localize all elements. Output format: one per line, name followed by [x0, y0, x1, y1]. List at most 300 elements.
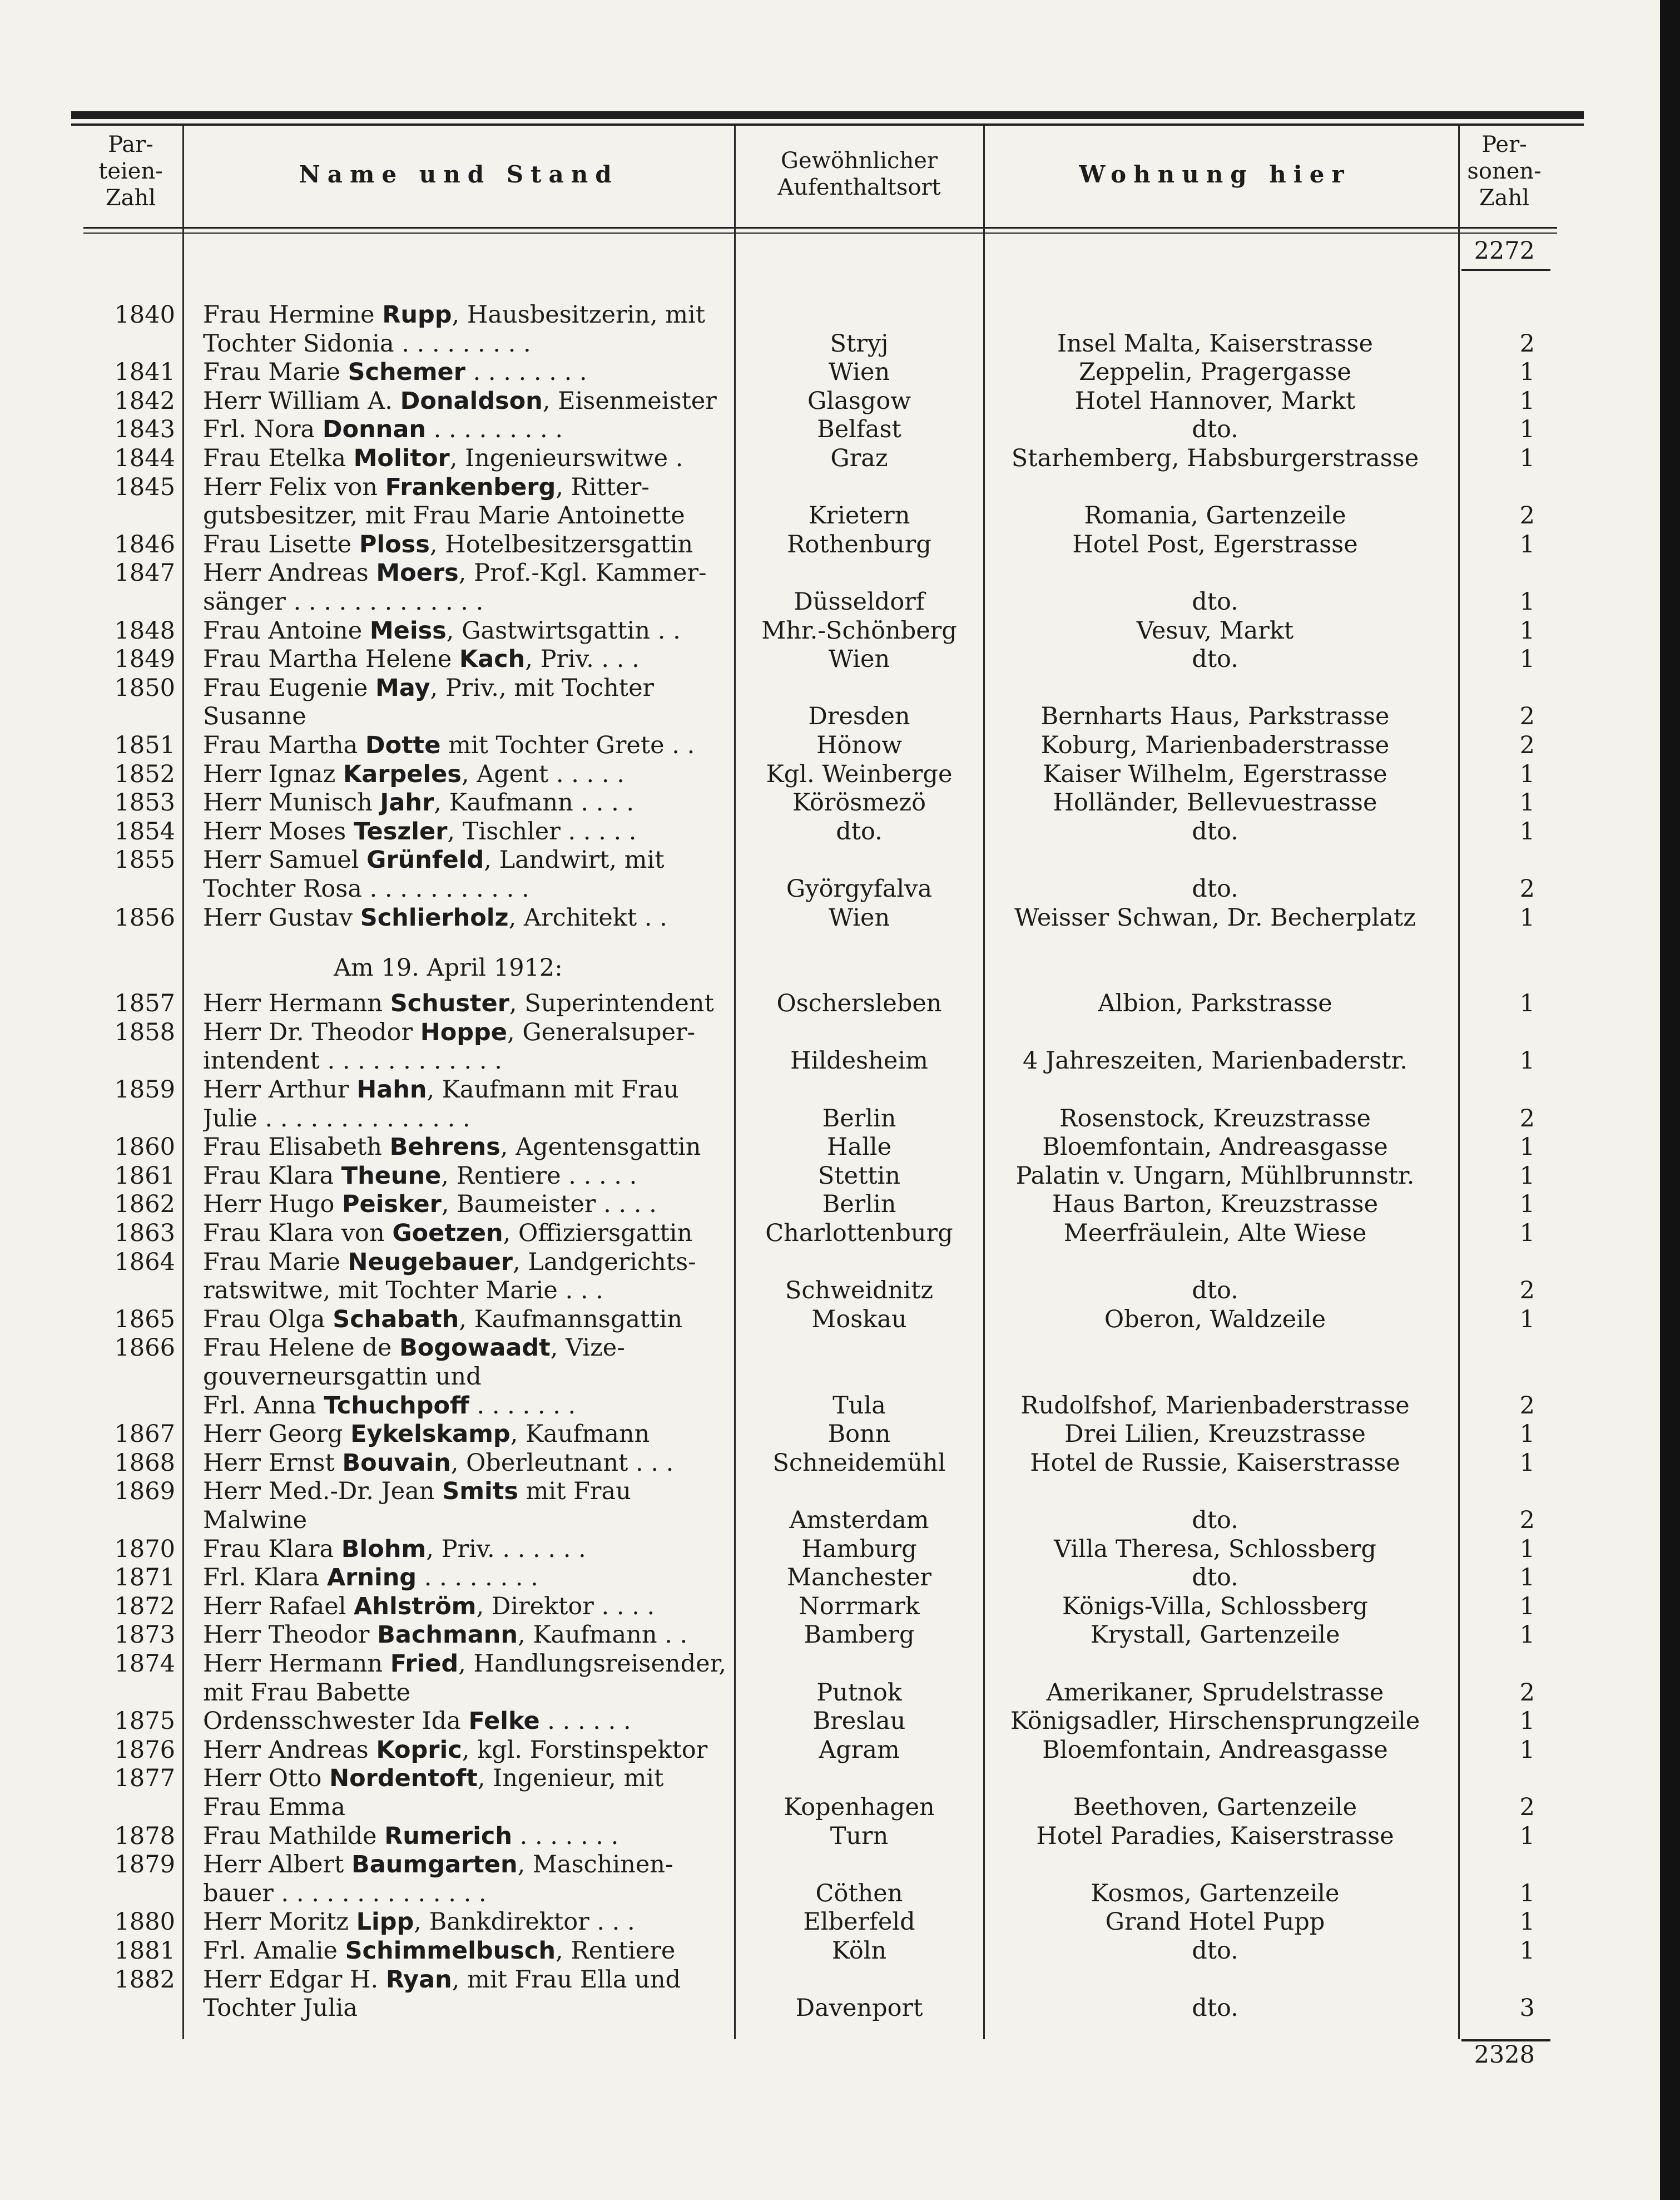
surname: Blohm [341, 1535, 427, 1563]
name-and-status [203, 1133, 731, 1161]
table-row [0, 1190, 1660, 1219]
usual-residence: Kgl. Weinberge [766, 760, 953, 788]
name-and-status [203, 1018, 731, 1047]
dwelling-here: Hotel de Russie, Kaiserstrasse [1030, 1448, 1400, 1477]
persons-count: 1 [1519, 387, 1535, 415]
surname: Grünfeld [366, 846, 484, 874]
surname: Rupp [382, 301, 452, 329]
table-row [0, 1879, 1660, 1908]
header-dwelling-here: Wohnung hier [1079, 161, 1351, 188]
name-prefix: Frau Elisabeth [203, 1133, 390, 1161]
header-persons-line2: sonen- [1467, 159, 1542, 184]
surname: Tchuchpoff [324, 1391, 469, 1420]
persons-count: 1 [1519, 760, 1535, 788]
surname: Eykelskamp [350, 1420, 511, 1448]
table-row [0, 1793, 1660, 1822]
name-prefix: Frau Etelka [203, 444, 354, 472]
usual-residence: Schneidemühl [772, 1448, 946, 1477]
name-prefix: Frau Marie [203, 1248, 348, 1276]
persons-count: 1 [1519, 1448, 1535, 1477]
name-prefix: Frau Mathilde [203, 1822, 385, 1850]
name-and-status [203, 1736, 731, 1764]
header-persons-line3: Zahl [1479, 185, 1530, 211]
name-and-status [203, 558, 731, 587]
persons-count: 1 [1519, 1592, 1535, 1620]
name-suffix: , Handlungsreisender, [458, 1650, 727, 1678]
header-rule [83, 227, 1557, 229]
persons-count: 1 [1519, 1621, 1535, 1649]
name-prefix: Frau Eugenie [203, 674, 376, 702]
party-number: 1845 [114, 473, 175, 501]
surname: Hoppe [420, 1018, 507, 1046]
name-and-status [203, 874, 731, 903]
party-number: 1872 [114, 1592, 175, 1620]
party-number: 1859 [114, 1076, 175, 1104]
party-number: 1851 [114, 731, 175, 759]
name-suffix: , Kaufmann . . . . [434, 789, 635, 817]
surname: Bachmann [377, 1621, 518, 1649]
party-number: 1852 [114, 760, 175, 788]
table-row [0, 1075, 1660, 1104]
persons-count: 1 [1519, 1305, 1535, 1333]
name-prefix: Herr Andreas [203, 559, 376, 587]
name-and-status [203, 1104, 731, 1133]
dwelling-here: dto. [1192, 1506, 1238, 1534]
usual-residence: Hamburg [801, 1535, 917, 1563]
name-prefix: Herr Hermann [203, 990, 390, 1018]
usual-residence: Moskau [811, 1305, 907, 1333]
persons-count: 1 [1519, 1190, 1535, 1219]
name-prefix: Tochter Julia [203, 1994, 358, 2023]
name-and-status [203, 731, 731, 760]
name-suffix: , Bankdirektor . . . [414, 1908, 635, 1936]
name-suffix: , Baumeister . . . . [441, 1190, 657, 1219]
persons-count: 2 [1519, 1678, 1535, 1707]
dwelling-here: Romania, Gartenzeile [1084, 502, 1346, 530]
name-prefix: Herr Albert [203, 1851, 352, 1879]
name-suffix: , Maschinen- [517, 1851, 673, 1879]
table-row [0, 1133, 1660, 1161]
usual-residence: Körösmezö [792, 789, 926, 817]
name-suffix: , Kaufmann [510, 1420, 650, 1448]
persons-count: 1 [1519, 358, 1535, 387]
table-row [0, 1276, 1660, 1305]
surname: Fried [390, 1650, 459, 1678]
party-number: 1842 [114, 387, 175, 415]
usual-residence: Hildesheim [790, 1047, 928, 1075]
name-prefix: Herr Otto [203, 1764, 330, 1793]
usual-residence: Kopenhagen [784, 1793, 935, 1821]
dwelling-here: Starhemberg, Habsburgerstrasse [1011, 444, 1419, 472]
party-number: 1878 [114, 1822, 175, 1850]
name-prefix: Tochter Rosa . . . . . . . . . . . [203, 875, 529, 903]
persons-count: 2 [1519, 1391, 1535, 1420]
party-number: 1849 [114, 645, 175, 674]
persons-count: 1 [1519, 1047, 1535, 1075]
name-and-status [203, 1535, 731, 1564]
table-row [0, 1736, 1660, 1764]
name-prefix: Frau Martha Helene [203, 645, 459, 674]
usual-residence: Cöthen [815, 1879, 903, 1907]
table-row [0, 1420, 1660, 1448]
name-and-status [203, 300, 731, 329]
usual-residence: Manchester [787, 1564, 931, 1592]
name-suffix: , Landwirt, mit [484, 846, 665, 874]
dwelling-here: Bernharts Haus, Parkstrasse [1040, 703, 1390, 731]
party-number: 1840 [114, 301, 175, 329]
dwelling-here: Albion, Parkstrasse [1098, 990, 1332, 1018]
party-number: 1846 [114, 530, 175, 558]
table-row [0, 1707, 1660, 1736]
usual-residence: Stettin [817, 1161, 901, 1190]
surname: Lipp [356, 1908, 414, 1936]
name-suffix: mit Tochter Grete . . [440, 731, 695, 759]
surname: Behrens [389, 1133, 500, 1161]
table-row [0, 1678, 1660, 1707]
usual-residence: Schweidnitz [785, 1277, 934, 1305]
name-suffix: , Hotelbesitzersgattin [429, 530, 693, 558]
name-and-status [203, 903, 731, 932]
party-number: 1847 [114, 559, 175, 587]
name-and-status [203, 645, 731, 674]
persons-count: 1 [1519, 1420, 1535, 1448]
dwelling-here: Hotel Paradies, Kaiserstrasse [1036, 1822, 1394, 1850]
dwelling-here: Hotel Hannover, Markt [1074, 387, 1356, 415]
name-and-status [203, 1936, 731, 1965]
persons-count: 2 [1519, 1104, 1535, 1133]
name-suffix: , Vize- [550, 1334, 625, 1362]
name-and-status [203, 1994, 731, 2023]
usual-residence: Oschersleben [776, 990, 942, 1018]
table-row [0, 1620, 1660, 1649]
usual-residence: Wien [828, 903, 890, 932]
surname: Kach [459, 645, 526, 674]
table-row [0, 989, 1660, 1018]
name-prefix: Herr Moses [203, 817, 354, 846]
dwelling-here: dto. [1192, 817, 1238, 846]
name-prefix: Herr Andreas [203, 1736, 376, 1764]
usual-residence: Breslau [812, 1707, 906, 1736]
name-and-status [203, 1907, 731, 1936]
name-and-status [203, 846, 731, 874]
usual-residence: Bamberg [804, 1621, 915, 1649]
name-prefix: Frau Emma [203, 1793, 345, 1821]
party-number: 1876 [114, 1736, 175, 1764]
usual-residence: Hönow [816, 731, 902, 759]
persons-count: 1 [1519, 1879, 1535, 1907]
persons-count: 1 [1519, 789, 1535, 817]
dwelling-here: Zeppelin, Pragergasse [1079, 358, 1351, 387]
dwelling-here: Bloemfontain, Andreasgasse [1042, 1736, 1388, 1764]
table-row [0, 300, 1660, 329]
page-edge [1660, 0, 1680, 2200]
table-row [0, 1994, 1660, 2023]
party-number: 1875 [114, 1707, 175, 1736]
header-persons-count [1457, 131, 1552, 211]
name-prefix: Frau Antoine [203, 616, 370, 645]
name-prefix: bauer . . . . . . . . . . . . . . [203, 1879, 487, 1907]
name-and-status [203, 616, 731, 645]
name-and-status [203, 1305, 731, 1334]
table-row [0, 1822, 1660, 1851]
table-row [0, 1104, 1660, 1133]
dwelling-here: dto. [1192, 1277, 1238, 1305]
name-and-status [203, 1333, 731, 1362]
name-prefix: Herr Theodor [203, 1621, 378, 1649]
surname: Hahn [356, 1076, 427, 1104]
persons-count: 1 [1519, 645, 1535, 674]
table-row [0, 530, 1660, 559]
table-row [0, 1333, 1660, 1362]
party-number: 1863 [114, 1219, 175, 1247]
table-row [0, 1018, 1660, 1047]
table-row [0, 1305, 1660, 1334]
table-row [0, 760, 1660, 789]
name-suffix: . . . . . . . [469, 1391, 576, 1420]
persons-count: 2 [1519, 875, 1535, 903]
table-row [0, 731, 1660, 760]
name-prefix: Frl. Anna [203, 1391, 324, 1420]
table-row [0, 1448, 1660, 1477]
dwelling-here: dto. [1192, 1564, 1238, 1592]
surname: Donnan [322, 416, 426, 444]
name-and-status [203, 1248, 731, 1277]
surname: Schuster [390, 990, 509, 1018]
surname: Karpeles [343, 760, 462, 788]
surname: Goetzen [392, 1219, 503, 1247]
party-number: 1866 [114, 1334, 175, 1362]
name-and-status [203, 1161, 731, 1190]
table-row [0, 558, 1660, 587]
party-number: 1864 [114, 1248, 175, 1276]
name-prefix: Herr Ignaz [203, 760, 343, 788]
table-row [0, 1362, 1660, 1391]
surname: Smits [442, 1477, 518, 1506]
usual-residence: Györgyfalva [786, 875, 933, 903]
name-and-status [203, 1822, 731, 1851]
surname: Neugebauer [348, 1248, 513, 1276]
name-suffix: . . . . . . . . . [425, 416, 563, 444]
table-row [0, 1592, 1660, 1621]
surname: Ryan [385, 1965, 452, 1994]
usual-residence: Elberfeld [803, 1908, 915, 1936]
name-prefix: Tochter Sidonia . . . . . . . . . [203, 329, 531, 358]
header-residence-line2: Aufenthaltsort [777, 175, 941, 200]
name-prefix: Herr Med.-Dr. Jean [203, 1477, 443, 1506]
persons-count: 1 [1519, 817, 1535, 846]
name-and-status [203, 1764, 731, 1793]
party-number: 1854 [114, 817, 175, 846]
name-suffix: , Gastwirtsgattin . . [446, 616, 681, 645]
dwelling-here: Haus Barton, Kreuzstrasse [1052, 1190, 1379, 1219]
surname: Schabath [333, 1305, 459, 1333]
header-residence-line1: Gewöhnlicher [780, 148, 938, 174]
persons-count: 1 [1519, 1736, 1535, 1764]
name-prefix: Ordensschwester Ida [203, 1707, 469, 1736]
dwelling-here: Insel Malta, Kaiserstrasse [1057, 329, 1373, 358]
table-row [0, 1219, 1660, 1248]
usual-residence: Glasgow [807, 387, 911, 415]
dwelling-here: Villa Theresa, Schlossberg [1054, 1535, 1376, 1563]
table-row [0, 358, 1660, 387]
party-number: 1879 [114, 1851, 175, 1879]
name-prefix: Malwine [203, 1506, 308, 1534]
dwelling-here: Beethoven, Gartenzeile [1073, 1793, 1357, 1821]
dwelling-here: Rosenstock, Kreuzstrasse [1059, 1104, 1371, 1133]
dwelling-here: Amerikaner, Sprudelstrasse [1046, 1678, 1384, 1707]
table-row [0, 903, 1660, 932]
name-suffix: , Landgerichts- [512, 1248, 696, 1276]
dwelling-here: Kosmos, Gartenzeile [1091, 1879, 1340, 1907]
name-prefix: Susanne [203, 703, 306, 731]
table-row [0, 444, 1660, 473]
top-rule-thick [71, 111, 1584, 119]
usual-residence: Davenport [795, 1994, 923, 2023]
usual-residence: Wien [828, 645, 890, 674]
dwelling-here: Königs-Villa, Schlossberg [1062, 1592, 1368, 1620]
name-prefix: Herr Ernst [203, 1448, 343, 1477]
name-and-status [203, 760, 731, 789]
name-and-status [203, 501, 731, 530]
persons-count: 2 [1519, 329, 1535, 358]
surname: Donaldson [400, 387, 543, 415]
name-prefix: Herr Edgar H. [203, 1965, 386, 1994]
name-suffix: . . . . . . . . [465, 358, 587, 387]
table-row [0, 501, 1660, 530]
name-and-status [203, 1448, 731, 1477]
name-and-status [203, 1965, 731, 1994]
table-row [0, 1391, 1660, 1420]
dwelling-here: Rudolfshof, Marienbaderstrasse [1020, 1391, 1410, 1420]
name-and-status [203, 1420, 731, 1448]
name-suffix: , Priv. . . . . . . [426, 1535, 586, 1563]
date-heading: Am 19. April 1912: [334, 954, 563, 982]
name-suffix: , Oberleutnant . . . [450, 1448, 674, 1477]
dwelling-here: Vesuv, Markt [1136, 616, 1294, 645]
name-suffix: , Eisenmeister [542, 387, 717, 415]
name-and-status [203, 358, 731, 387]
usual-residence: dto. [836, 817, 883, 846]
name-prefix: Herr Felix von [203, 473, 385, 501]
name-prefix: Frau Olga [203, 1305, 333, 1333]
name-prefix: Frau Marie [203, 358, 348, 387]
name-and-status [203, 1707, 731, 1736]
usual-residence: Dresden [808, 703, 910, 731]
dwelling-here: dto. [1192, 875, 1238, 903]
persons-count: 2 [1519, 502, 1535, 530]
surname: Schimmelbusch [345, 1937, 556, 1965]
usual-residence: Berlin [822, 1190, 896, 1219]
party-number: 1867 [114, 1420, 175, 1448]
persons-count: 2 [1519, 1793, 1535, 1821]
party-number: 1871 [114, 1564, 175, 1592]
name-and-status [203, 1506, 731, 1535]
usual-residence: Norrmark [799, 1592, 920, 1620]
table-row [0, 415, 1660, 444]
party-number: 1882 [114, 1965, 175, 1994]
dwelling-here: Koburg, Marienbaderstrasse [1040, 731, 1390, 759]
name-and-status [203, 387, 731, 416]
name-suffix: , Generalsuper- [507, 1018, 696, 1046]
surname: Bogowaadt [399, 1334, 551, 1362]
dwelling-here: dto. [1192, 588, 1238, 616]
persons-count: 1 [1519, 416, 1535, 444]
dwelling-here: dto. [1192, 416, 1238, 444]
table-row [0, 1046, 1660, 1075]
persons-count: 2 [1519, 1277, 1535, 1305]
party-number: 1881 [114, 1937, 175, 1965]
dwelling-here: 4 Jahreszeiten, Marienbaderstr. [1023, 1047, 1408, 1075]
name-and-status [203, 1190, 731, 1219]
usual-residence: Stryj [830, 329, 889, 358]
name-and-status [203, 1678, 731, 1707]
name-prefix: Herr Arthur [203, 1076, 357, 1104]
persons-count: 1 [1519, 588, 1535, 616]
header-usual-residence [740, 147, 979, 201]
name-suffix: , kgl. Forstinspektor [462, 1736, 708, 1764]
table-row [0, 674, 1660, 703]
table-row [0, 1764, 1660, 1793]
table-row [0, 788, 1660, 817]
header-party-count [83, 131, 178, 211]
name-and-status [203, 1592, 731, 1621]
usual-residence: Tula [832, 1391, 886, 1420]
name-and-status [203, 674, 731, 703]
table-row [0, 645, 1660, 674]
usual-residence: Wien [828, 358, 890, 387]
usual-residence: Charlottenburg [765, 1219, 953, 1247]
name-and-status [203, 1879, 731, 1908]
surname: Felke [468, 1707, 540, 1736]
name-suffix: , Priv. . . . [525, 645, 640, 674]
party-number: 1870 [114, 1535, 175, 1563]
name-prefix: Herr Georg [203, 1420, 351, 1448]
surname: Jahr [380, 789, 434, 817]
name-suffix: , Ingenieur, mit [477, 1764, 664, 1793]
name-prefix: Herr Munisch [203, 789, 380, 817]
name-and-status [203, 1391, 731, 1420]
name-suffix: , mit Frau Ella und [452, 1965, 681, 1994]
persons-count: 1 [1519, 903, 1535, 932]
table-row [0, 473, 1660, 502]
dwelling-here: Krystall, Gartenzeile [1090, 1621, 1340, 1649]
table-row [0, 1907, 1660, 1936]
name-and-status [203, 1477, 731, 1506]
surname: Arning [326, 1564, 417, 1592]
name-prefix: Frau Lisette [203, 530, 359, 558]
name-prefix: Herr William A. [203, 387, 400, 415]
dwelling-here: Bloemfontain, Andreasgasse [1042, 1133, 1388, 1161]
name-prefix: Julie . . . . . . . . . . . . . . [203, 1104, 470, 1133]
name-prefix: Herr Moritz [203, 1908, 356, 1936]
usual-residence: Rothenburg [787, 530, 931, 558]
persons-count: 2 [1519, 731, 1535, 759]
name-and-status [203, 1046, 731, 1075]
name-and-status [203, 702, 731, 731]
name-prefix: Frau Martha [203, 731, 365, 759]
name-prefix: gouverneursgattin und [203, 1363, 482, 1391]
persons-count: 1 [1519, 530, 1535, 558]
persons-count: 1 [1519, 1707, 1535, 1736]
party-number: 1873 [114, 1621, 175, 1649]
name-prefix: mit Frau Babette [203, 1678, 411, 1707]
table-row [0, 587, 1660, 616]
name-prefix: sänger . . . . . . . . . . . . . [203, 588, 484, 616]
header-party-line2: teien- [98, 159, 163, 184]
party-number: 1844 [114, 444, 175, 472]
usual-residence: Krietern [808, 502, 910, 530]
name-and-status [203, 415, 731, 444]
